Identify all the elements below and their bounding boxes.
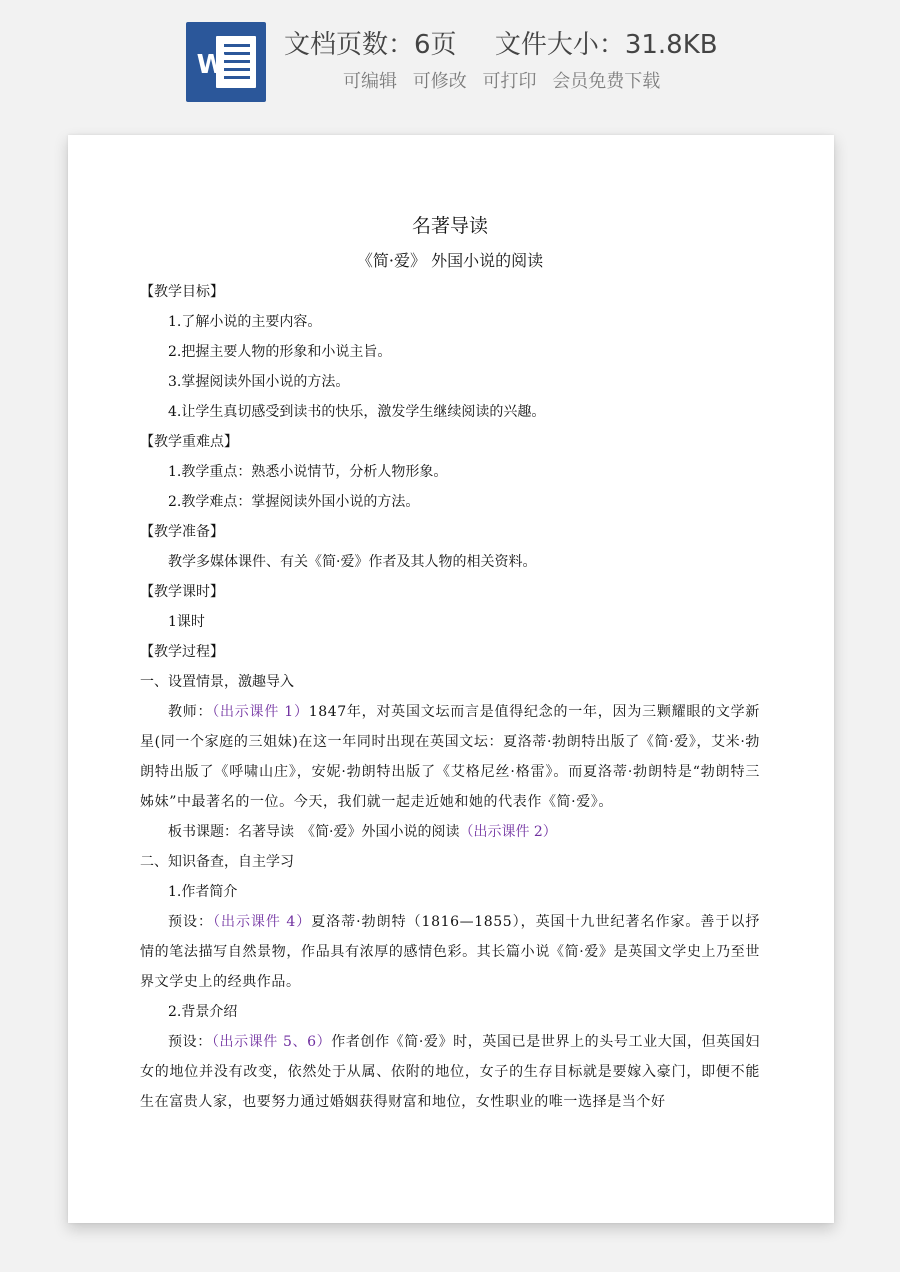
courseware-tag-2: （出示课件 2） (459, 824, 557, 840)
keypoint-item: 1.教学重点：熟悉小说情节，分析人物形象。 (168, 464, 448, 480)
feature-editable: 可编辑 (343, 71, 397, 92)
file-size: 文件大小：31.8KB (494, 30, 718, 60)
feature-list (343, 67, 660, 93)
preset-prefix: 预设： (168, 914, 213, 930)
courseware-tag-4: （出示课件 4） (212, 914, 312, 930)
section-hours-heading: 【教学课时】 (140, 584, 224, 600)
goal-item: 2.把握主要人物的形象和小说主旨。 (168, 344, 392, 360)
doc-title: 名著导读 (411, 215, 488, 237)
goal-item: 1.了解小说的主要内容。 (168, 314, 322, 330)
teacher-paragraph (140, 697, 760, 817)
goal-item: 4.让学生真切感受到读书的快乐，激发学生继续阅读的兴趣。 (168, 404, 546, 420)
step1-heading: 一、设置情景，激趣导入 (140, 674, 294, 690)
section-prep-heading: 【教学准备】 (140, 524, 224, 540)
teacher-prefix: 教师： (168, 704, 213, 720)
section-keypoints-heading: 【教学重难点】 (140, 434, 238, 450)
section-goals-heading: 【教学目标】 (140, 284, 224, 300)
sub-heading-background: 2.背景介绍 (168, 1004, 238, 1020)
board-text: 板书课题：名著导读 《简·爱》外国小说的阅读 (168, 824, 460, 840)
background-text: 作者创作《简·爱》时，英国已是世界上的头号工业大国，但英国妇女的地位并没有改变，依然处于从属、依附的地位，女子的生存目标就是要嫁入豪门，即便不能生在富贵人家，也要努力通过婚姻获得财富和地位，女性职业的唯一选择是当个好 (140, 1034, 761, 1110)
keypoint-item: 2.教学难点：掌握阅读外国小说的方法。 (168, 494, 420, 510)
header-banner (0, 0, 900, 118)
board-title-line (140, 817, 760, 847)
feature-modifiable: 可修改 (412, 71, 467, 92)
document-content (140, 211, 760, 1117)
courseware-tag-1: （出示课件 1） (212, 704, 309, 720)
prep-text: 教学多媒体课件、有关《简·爱》作者及其人物的相关资料。 (168, 554, 537, 570)
feature-free-download: 会员免费下载 (552, 71, 661, 92)
page-count: 文档页数：6页 (284, 30, 457, 60)
word-letter: W (196, 50, 226, 80)
background-paragraph (140, 1027, 760, 1117)
author-text: 夏洛蒂·勃朗特（1816—1855），英国十九世纪著名作家。善于以抒情的笔法描写自然景物，作品具有浓厚的感情色彩。其长篇小说《简·爱》是英国文学史上乃至世界文学史上的经典作品。 (140, 914, 760, 990)
hours-text: 1课时 (168, 614, 205, 630)
feature-printable: 可打印 (482, 71, 537, 92)
teacher-text: 1847年，对英国文坛而言是值得纪念的一年，因为三颗耀眼的文学新星(同一个家庭的三姐妹)在这一年同时出现在英国文坛：夏洛蒂·勃朗特出版了《简·爱》，艾米·勃朗特出版了《呼啸山庄》，安妮·勃朗特出版了《艾格尼丝·格雷》。而夏洛蒂·勃朗特是“勃朗特三姊妹”中最著名的一位。今天，我们就一起走近她和她的代表作《简·爱》。 (140, 704, 760, 810)
doc-subtitle: 《简·爱》 外国小说的阅读 (356, 251, 544, 270)
goal-item: 3.掌握阅读外国小说的方法。 (168, 374, 350, 390)
section-process-heading: 【教学过程】 (140, 644, 224, 660)
file-meta (284, 24, 718, 61)
author-paragraph (140, 907, 760, 997)
word-doc-icon (186, 22, 266, 102)
courseware-tag-5-6: （出示课件 5、6） (211, 1034, 332, 1050)
step2-heading: 二、知识备查，自主学习 (140, 854, 294, 870)
sub-heading-author: 1.作者简介 (168, 884, 238, 900)
preset-prefix: 预设： (168, 1034, 212, 1050)
document-page (68, 135, 834, 1223)
